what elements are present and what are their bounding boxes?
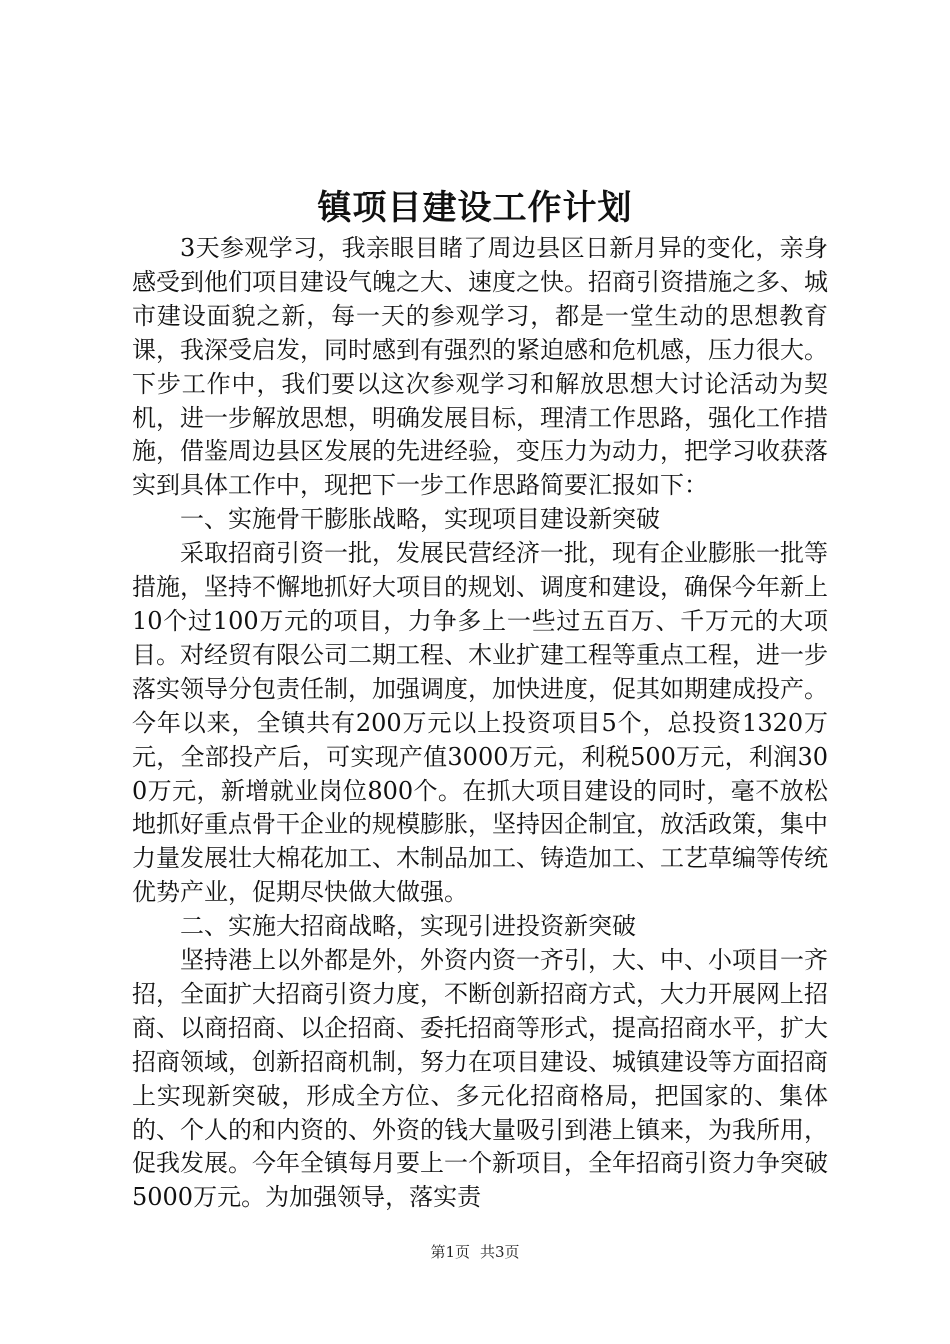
page-footer bbox=[0, 1240, 950, 1264]
document-body bbox=[132, 232, 828, 1215]
page-number-current: 第1页 bbox=[430, 1243, 470, 1261]
page-number-total: 共3页 bbox=[480, 1243, 520, 1261]
section-heading-2: 二、实施大招商战略，实现引进投资新突破 bbox=[180, 912, 636, 941]
section-heading-1: 一、实施骨干膨胀战略，实现项目建设新突破 bbox=[180, 505, 660, 534]
section-2-paragraph: 坚持港上以外都是外，外资内资一齐引，大、中、小项目一齐招，全面扩大招商引资力度，不断创新招商方式，大力开展网上招商、以商招商、以企招商、委托招商等形式，提高招商水平，扩大招商领域，创新招商机制，努力在项目建设、城镇建设等方面招商上实现新突破，形成全方位、多元化招商格局，把国家的、集体的、个人的和内资的、外资的钱大量吸引到港上镇来，为我所用，促我发展。今年全镇每月要上一个新项目，全年招商引资力争突破5000万元。为加强领导，落实责 bbox=[132, 946, 828, 1212]
section-1-paragraph: 采取招商引资一批，发展民营经济一批，现有企业膨胀一批等措施，坚持不懈地抓好大项目的规划、调度和建设，确保今年新上10个过100万元的项目，力争多上一些过五百万、千万元的大项目。对经贸有限公司二期工程、木业扩建工程等重点工程，进一步落实领导分包责任制，加强调度，加快进度，促其如期建成投产。今年以来，全镇共有200万元以上投资项目5个，总投资1320万元，全部投产后，可实现产值3000万元，利税500万元，利润300万元，新增就业岗位800个。在抓大项目建设的同时，毫不放松地抓好重点骨干企业的规模膨胀，坚持因企制宜，放活政策，集中力量发展壮大棉花加工、木制品加工、铸造加工、工艺草编等传统优势产业，促期尽快做大做强。 bbox=[132, 539, 828, 907]
intro-paragraph: 3天参观学习，我亲眼目睹了周边县区日新月异的变化，亲身感受到他们项目建设气魄之大、速度之快。招商引资措施之多、城市建设面貌之新，每一天的参观学习，都是一堂生动的思想教育课，我深受启发，同时感到有强烈的紧迫感和危机感，压力很大。下步工作中，我们要以这次参观学习和解放思想大讨论活动为契机，进一步解放思想，明确发展目标，理清工作思路，强化工作措施，借鉴周边县区发展的先进经验，变压力为动力，把学习收获落实到具体工作中，现把下一步工作思路简要汇报如下： bbox=[132, 234, 828, 500]
document-title: 镇项目建设工作计划 bbox=[317, 188, 633, 228]
